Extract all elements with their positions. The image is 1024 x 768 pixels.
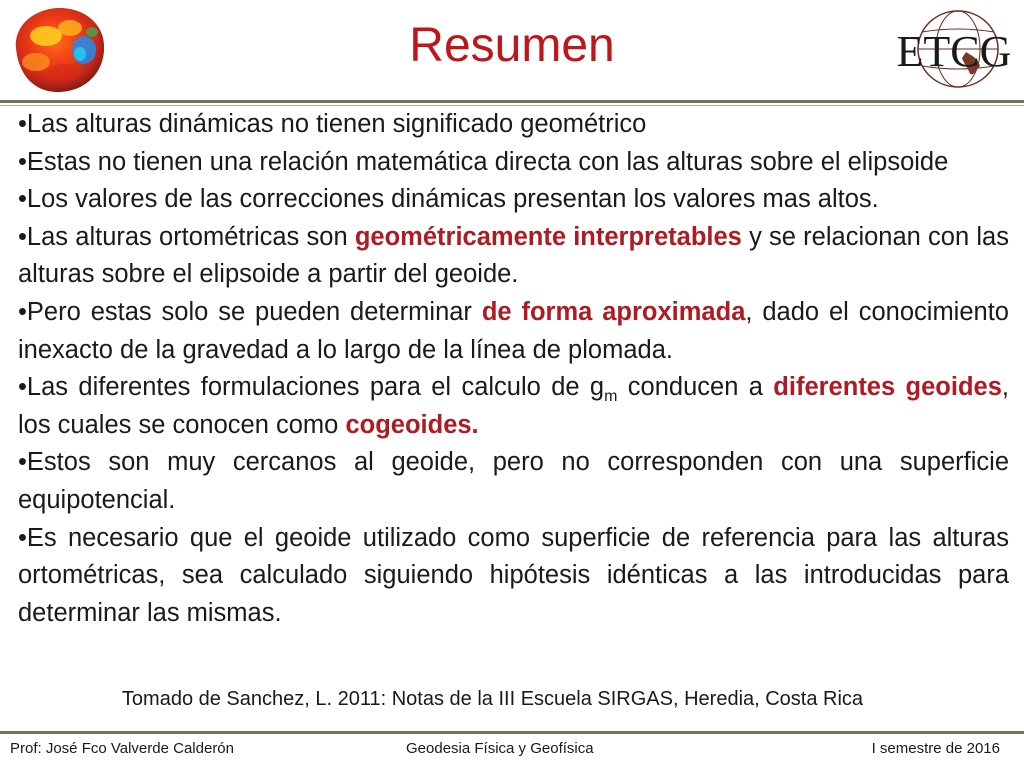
bullet-8: •Es necesario que el geoide utilizado como superficie de referencia para las alturas ortométricas, sea calculado siguiendo hipótesis idénticas a las introducidas para determinar las mismas. [18, 523, 1009, 627]
bullet-1: •Las alturas dinámicas no tienen significado geométrico [18, 110, 647, 138]
highlight-text: cogeoides. [345, 410, 479, 439]
bullet-4: •Las alturas ortométricas son geométricamente interpretables y se relacionan con las alturas sobre el elipsoide a partir del geoide. [18, 222, 1009, 289]
bullet-2: •Estas no tienen una relación matemática directa con las alturas sobre el elipsoide [18, 147, 949, 176]
bullet-5: •Pero estas solo se pueden determinar de forma aproximada, dado el conocimiento inexacto de la gravedad a lo largo de la línea de plomada. [18, 297, 1009, 364]
highlight-text: de forma aproximada [481, 297, 746, 326]
slide-title: Resumen [409, 19, 615, 72]
bullet-6: •Las diferentes formulaciones para el calculo de $g_m$ conducen a diferentes geoides, los cuales se conocen como cogeoides. [18, 373, 1009, 439]
slide-body [18, 106, 1009, 632]
title-divider [0, 100, 1024, 103]
etcg-logo-text: ETCG [896, 27, 1012, 76]
bullet-7: •Estos son muy cercanos al geoide, pero no corresponden con una superficie equipotencial. [18, 448, 1009, 514]
footer-author: Prof: José Fco Valverde Calderón [10, 740, 234, 757]
footer-divider [0, 731, 1024, 734]
etcg-logo [888, 6, 1020, 92]
source-citation: Tomado de Sanchez, L. 2011: Notas de la III Escuela SIRGAS, Heredia, Costa Rica [121, 688, 864, 710]
bullet-3: •Los valores de las correcciones dinámicas presentan los valores mas altos. [18, 185, 879, 214]
footer-term: I semestre de 2016 [871, 740, 1000, 757]
subscript: m [604, 388, 618, 406]
footer-course: Geodesia Física y Geofísica [406, 740, 594, 757]
highlight-text: geométricamente interpretables [354, 222, 742, 251]
highlight-text: diferentes geoides [773, 373, 1002, 402]
